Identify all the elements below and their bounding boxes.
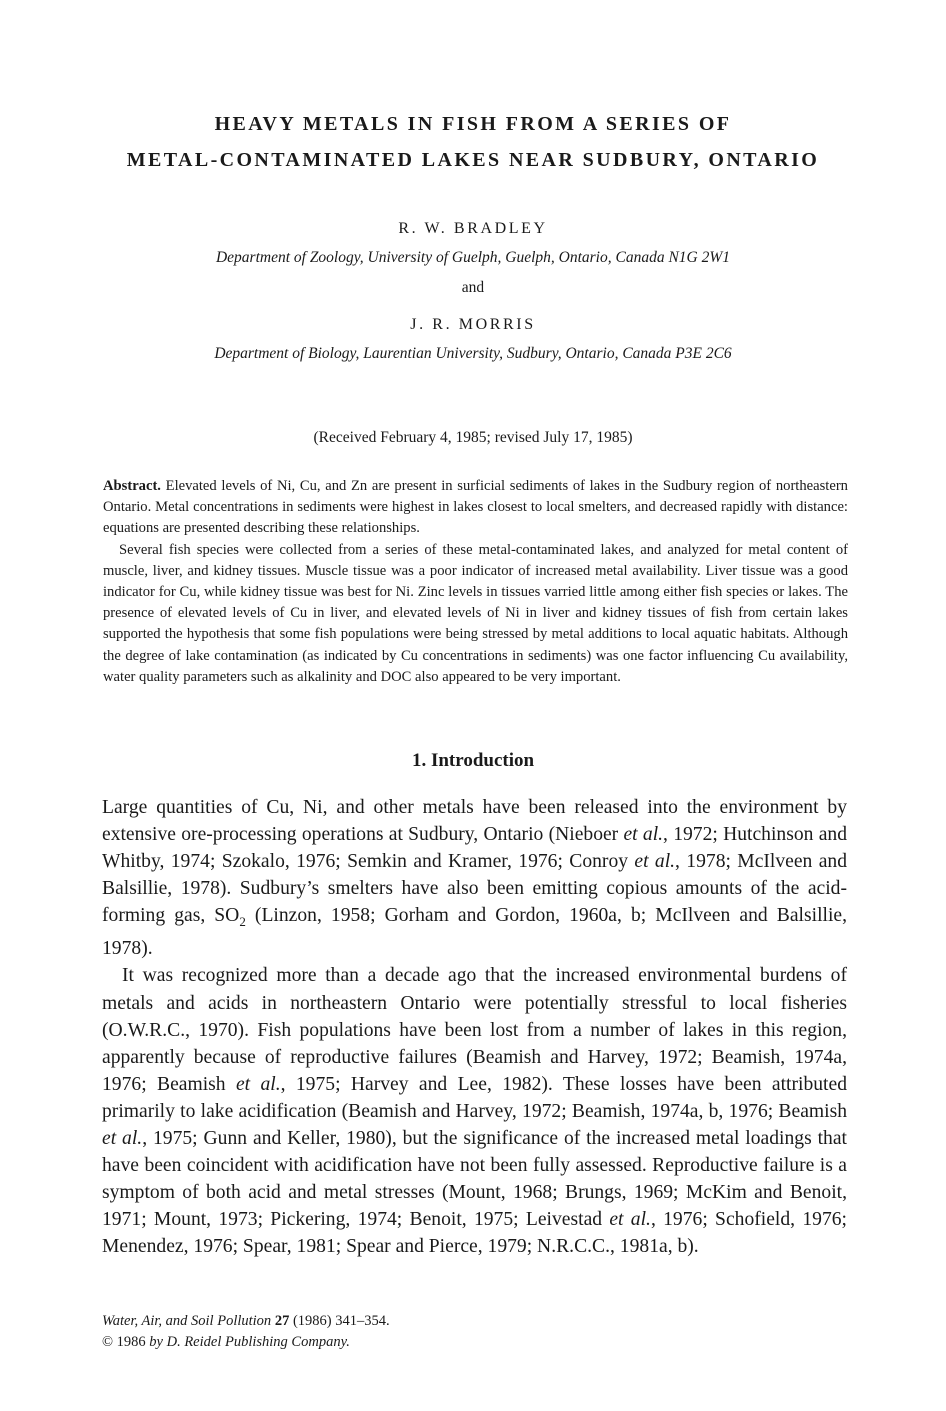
author-2-name: J. R. MORRIS bbox=[410, 316, 536, 333]
copyright-line bbox=[102, 1332, 390, 1353]
author-1-name: R. W. BRADLEY bbox=[398, 220, 548, 237]
paper-title-line-2: METAL-CONTAMINATED LAKES NEAR SUDBURY, ONTARIO bbox=[126, 149, 820, 171]
intro-p1-text-d: (Linzon, 1958; Gorham and Gordon, 1960a, b; McIlveen and Balsillie, 1978). bbox=[102, 905, 847, 960]
abstract-paragraph-1 bbox=[103, 476, 848, 540]
publisher: by D. Reidel Publishing Company. bbox=[149, 1334, 350, 1350]
journal-citation bbox=[102, 1311, 390, 1332]
introduction-body bbox=[102, 794, 847, 1261]
intro-paragraph-1 bbox=[102, 794, 847, 962]
abstract-label: Abstract. bbox=[103, 478, 161, 494]
abstract-text-1: Elevated levels of Ni, Cu, and Zn are present in surficial sediments of lakes in the Sudbury region of northeastern Ontario. Metal concentrations in sediments were highest in lakes closest to local smelters, and decreased rapidly with distance: equations are presented describing these relationships. bbox=[103, 478, 848, 537]
journal-pages: (1986) 341–354. bbox=[289, 1313, 390, 1329]
intro-p1-text-c: , 1978; McIlveen and Balsillie, 1978). Sudbury’s smelters have also been emitting copious amounts of the acid-forming gas, SO bbox=[102, 851, 848, 927]
intro-p1-text-a: Large quantities of Cu, Ni, and other metals have been released into the environment by extensive ore-processing operations at Sudbury, Ontario (Nieboer bbox=[102, 797, 847, 846]
intro-p2-text-d: , 1976; Schofield, 1976; Menendez, 1976; Spear, 1981; Spear and Pierce, 1979; N.R.C.C., 1981a, b). bbox=[102, 1209, 847, 1258]
author-conjunction: and bbox=[461, 279, 485, 296]
intro-p1-etal-2: et al. bbox=[634, 851, 676, 873]
intro-p1-text-b: , 1972; Hutchinson and Whitby, 1974; Szokalo, 1976; Semkin and Kramer, 1976; Conroy bbox=[102, 824, 847, 873]
so2-subscript: 2 bbox=[239, 914, 246, 930]
paper-title-line-1: HEAVY METALS IN FISH FROM A SERIES OF bbox=[214, 113, 732, 135]
intro-p2-etal-2: et al. bbox=[102, 1128, 143, 1150]
intro-p2-text-a: It was recognized more than a decade ago that the increased environmental burdens of metals and acids in northeastern Ontario were potentially stressful to local fisheries (O.W.R.C., 1970). Fish populations have been lost from a number of lakes in this region, apparently because of reproductive failures (Beamish and Harvey, 1972; Beamish, 1974a, 1976; Beamish bbox=[102, 965, 847, 1095]
copyright-year: © 1986 bbox=[102, 1334, 150, 1350]
author-2-affiliation: Department of Biology, Laurentian University, Sudbury, Ontario, Canada P3E 2C6 bbox=[214, 345, 732, 362]
intro-p2-text-b: , 1975; Harvey and Lee, 1982). These losses have been attributed primarily to lake acidification (Beamish and Harvey, 1972; Beamish, 1974a, b, 1976; Beamish bbox=[102, 1073, 847, 1122]
abstract bbox=[103, 476, 848, 688]
intro-p1-etal-1: et al. bbox=[623, 824, 664, 846]
intro-p2-etal-3: et al. bbox=[609, 1209, 651, 1231]
journal-name: Water, Air, and Soil Pollution bbox=[102, 1313, 272, 1329]
journal-volume: 27 bbox=[274, 1313, 290, 1329]
abstract-paragraph-2: Several fish species were collected from a series of these metal-contaminated lakes, and analyzed for metal content of muscle, liver, and kidney tissues. Muscle tissue was a poor indicator of increased metal availability. Liver tissue was a good indicator for Cu, while kidney tissue was best for Ni. Zinc levels in tissues varried little among either fish species or lakes. The presence of elevated levels of Cu in liver, and elevated levels of Ni in liver and kidney tissues of fish from certain lakes supported the hypothesis that some fish populations were being stressed by metal additions to local aquatic habitats. Although the degree of lake contamination (as indicated by Cu concentrations in sediments) was one factor influencing Cu availability, water quality parameters such as alkalinity and DOC also appeared to be very important. bbox=[103, 541, 848, 685]
received-dates: (Received February 4, 1985; revised July 17, 1985) bbox=[313, 429, 633, 446]
author-1-affiliation: Department of Zoology, University of Guelph, Guelph, Ontario, Canada N1G 2W1 bbox=[215, 249, 731, 266]
footer-citation bbox=[102, 1311, 390, 1353]
section-heading-introduction: 1. Introduction bbox=[411, 750, 535, 771]
intro-p2-text-c: , 1975; Gunn and Keller, 1980), but the significance of the increased metal loadings that have been coincident with acidification have not been fully assessed. Reproductive failure is a symptom of both acid and metal stresses (Mount, 1968; Brungs, 1969; McKim and Benoit, 1971; Mount, 1973; Pickering, 1974; Benoit, 1975; Leivestad bbox=[102, 1128, 847, 1231]
intro-paragraph-2 bbox=[102, 962, 847, 1260]
intro-p2-etal-1: et al. bbox=[235, 1073, 281, 1095]
